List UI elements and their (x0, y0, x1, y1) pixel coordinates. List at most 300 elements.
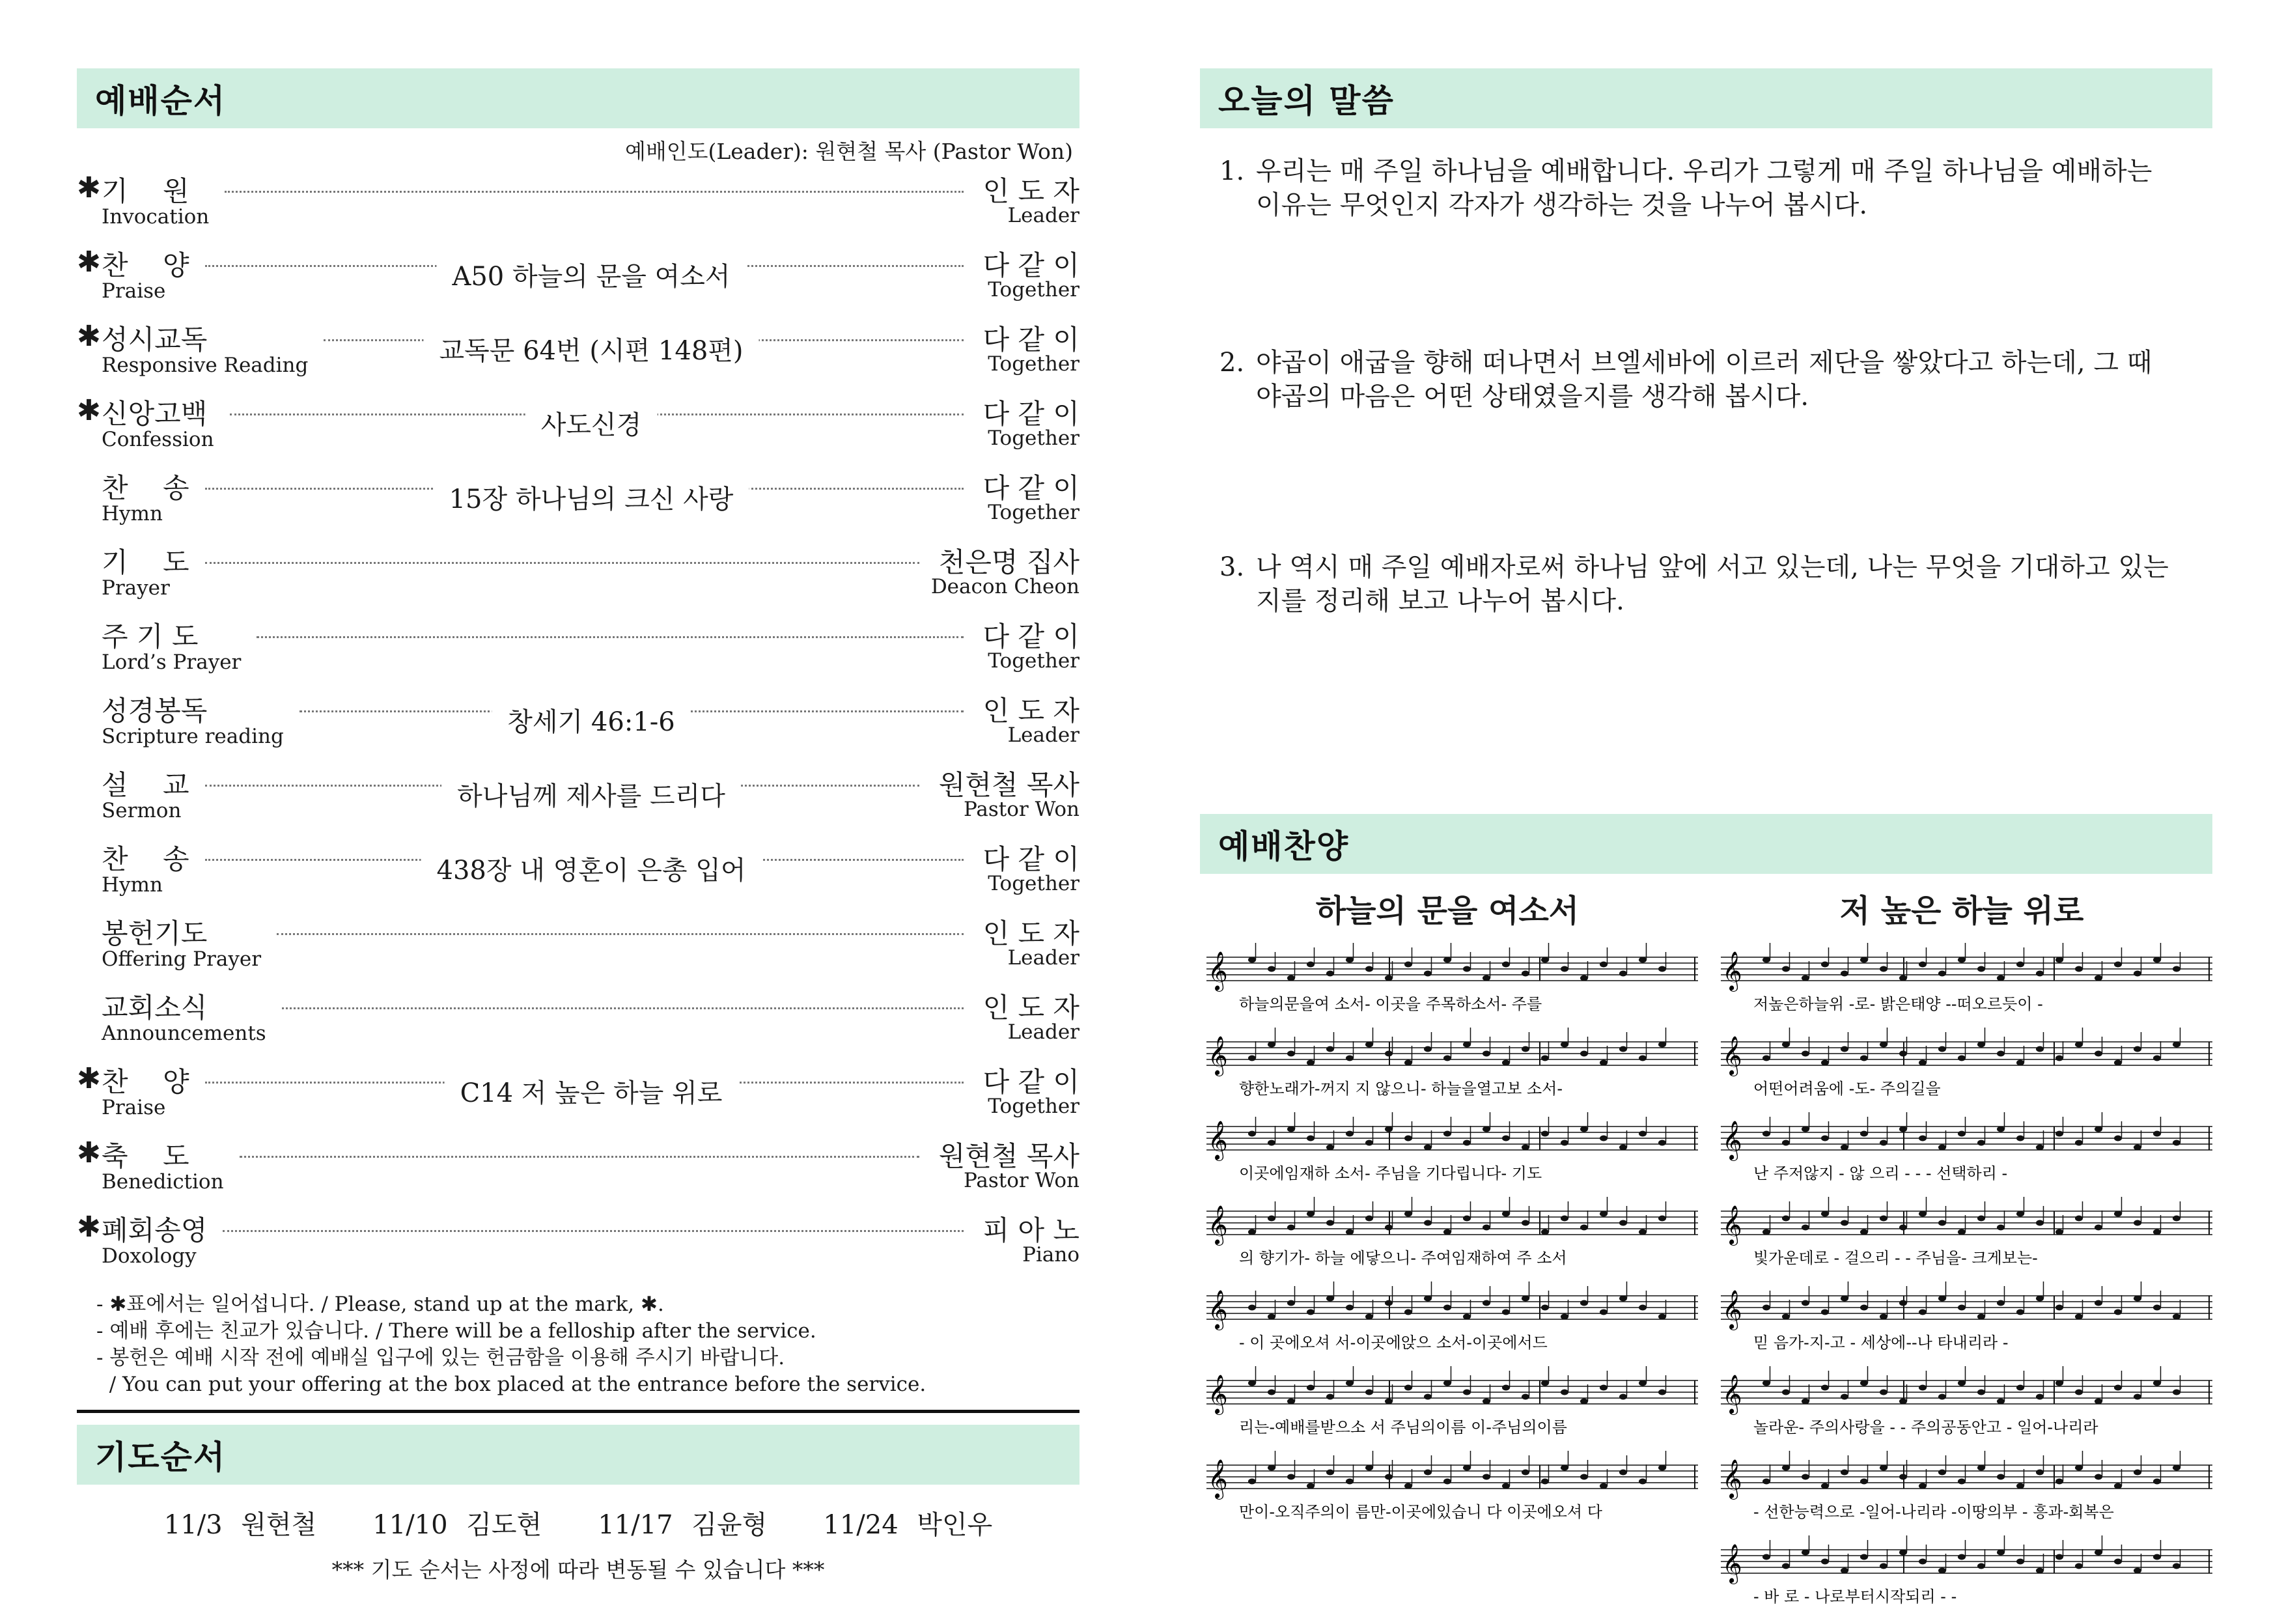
song1-title: 하늘의 문을 여소서 (1315, 893, 1580, 929)
note-head (2153, 1380, 2161, 1386)
stand-mark: ✱ (77, 245, 101, 279)
note-head (1561, 1140, 1568, 1146)
note-head (1346, 1380, 1354, 1386)
order-item-person: 천은명 집사 (938, 546, 1079, 578)
order-row (77, 462, 1079, 536)
note-head (2016, 1211, 2024, 1217)
note-head (2016, 1559, 2024, 1565)
note-head (1802, 1051, 1809, 1057)
note-head (1268, 966, 1275, 972)
note-head (1541, 1479, 1549, 1485)
note-head (2036, 1145, 2044, 1151)
note-head (1346, 957, 1354, 963)
note-head (1443, 1056, 1451, 1061)
note-head (2055, 957, 2063, 963)
note-head (1619, 1470, 1627, 1476)
note-head (1502, 1136, 1510, 1141)
note-head (1424, 1394, 1432, 1400)
note-head (1463, 966, 1471, 972)
note-head (1821, 962, 1829, 968)
note-head (1782, 1042, 1790, 1048)
note-head (1268, 1390, 1275, 1395)
note-head (2036, 971, 2044, 977)
note-head (2055, 1380, 2063, 1386)
lyric-line: - 이 곳에오셔 서-이곳에앉으 소서-이곳에서드 (1239, 1334, 1548, 1352)
note-head (1502, 1060, 1510, 1066)
note-head (1860, 1554, 1868, 1560)
note-head (1600, 1211, 1608, 1217)
staff-system (1206, 1028, 1698, 1098)
note-head (2134, 1296, 2141, 1302)
note-head (1619, 1046, 1627, 1052)
note-head (1522, 1296, 1529, 1302)
note-head (1404, 1309, 1412, 1315)
order-row (77, 610, 1079, 684)
note-head (1619, 1220, 1627, 1226)
stand-mark: ✱ (77, 171, 101, 204)
note-head (1639, 1479, 1647, 1485)
order-item-en: Responsive Reading (102, 354, 309, 377)
note-head (1307, 962, 1315, 968)
note-head (1658, 1216, 1666, 1222)
note-head (1522, 1145, 1529, 1151)
note-head (1841, 971, 1848, 977)
note-head (1326, 1394, 1334, 1400)
note-head (1463, 1216, 1471, 1222)
note-head (1880, 1314, 1887, 1320)
note-head (2036, 1046, 2044, 1052)
note-head (1821, 1136, 1829, 1141)
note-head (1802, 975, 1809, 981)
note-head (1782, 1465, 1790, 1471)
prayer-order-header: 기도순서 (77, 1425, 1079, 1485)
order-item-person: 인 도 자 (982, 695, 1079, 727)
note-head (1522, 1394, 1529, 1400)
note-head (1268, 1042, 1275, 1048)
order-item-person-en: Together (988, 872, 1079, 895)
order-item-person-en: Together (988, 352, 1079, 376)
note-head (1522, 1046, 1529, 1052)
note-head (1977, 1314, 1985, 1320)
note-head (1307, 1060, 1315, 1066)
note-head (1658, 1465, 1666, 1471)
note-head (1287, 1127, 1295, 1132)
note-head (1307, 1385, 1315, 1391)
question-text: 야곱이 애굽을 향해 떠나면서 브엘세바에 이르러 제단을 쌓았다고 하는데, 그 때 (1256, 348, 2152, 378)
note-head (1919, 1309, 1927, 1315)
order-item-person: 다 같 이 (982, 472, 1079, 504)
note-head (1782, 1390, 1790, 1395)
note-head (2016, 1385, 2024, 1391)
treble-clef-icon: 𝄞 (1722, 1290, 1742, 1329)
section-divider (77, 1410, 1079, 1413)
note-head (2134, 1220, 2141, 1226)
note-head (2095, 1051, 2102, 1057)
order-row (77, 833, 1079, 907)
note-head (2153, 957, 2161, 963)
question-text-cont: 지를 정리해 보고 나누어 봅시다. (1256, 586, 1624, 616)
note-head (1463, 1314, 1471, 1320)
order-item-person: 다 같 이 (982, 1066, 1079, 1098)
order-item-ko: 성시교독 (102, 324, 208, 356)
note-head (2134, 1046, 2141, 1052)
order-row (77, 165, 1079, 239)
note-head (1541, 1131, 1549, 1137)
order-item-person: 다 같 이 (982, 398, 1079, 430)
note-head (1483, 1127, 1490, 1132)
note-head (1802, 1127, 1809, 1132)
order-item-en: Scripture reading (102, 725, 284, 748)
note-head (1326, 1296, 1334, 1302)
staff-system (1206, 1197, 1698, 1267)
order-item-detail: A50 하늘의 문을 여소서 (436, 256, 745, 293)
note-head (1782, 1563, 1790, 1569)
note-head (1424, 1145, 1432, 1151)
note-head (1841, 1470, 1848, 1476)
question-1 (1219, 154, 2212, 222)
note-head (1919, 1136, 1927, 1141)
note-head (1502, 1385, 1510, 1391)
order-item-ko: 주 기 도 (102, 621, 199, 652)
question-number: 3. (1219, 552, 1245, 582)
note-head (2075, 1563, 2083, 1569)
order-item-person-en: Together (988, 649, 1079, 673)
note-head (2055, 1305, 2063, 1311)
note-head (1841, 1394, 1848, 1400)
note-head (1802, 1474, 1809, 1480)
note-head (2075, 1390, 2083, 1395)
order-item-en: Hymn (102, 873, 163, 897)
note-head (1938, 1046, 1946, 1052)
order-item-en: Prayer (102, 576, 170, 600)
note-head (1404, 1385, 1412, 1391)
note-head (1365, 1042, 1373, 1048)
note-head (2095, 1474, 2102, 1480)
note-head (1880, 1216, 1887, 1222)
note-head (1365, 966, 1373, 972)
note-head (2036, 1296, 2044, 1302)
lyric-line: 만이-오직주의이 름만-이곳에있습니 다 이곳에오셔 다 (1239, 1503, 1602, 1521)
note-head (1424, 1046, 1432, 1052)
song2-title: 저 높은 하늘 위로 (1839, 893, 2084, 929)
order-item-person-en: Together (988, 278, 1079, 301)
note-head (2036, 1220, 2044, 1226)
note-head (1268, 1465, 1275, 1471)
note-head (2055, 1056, 2063, 1061)
right-column (1200, 0, 2212, 1606)
order-item-person-en: Together (988, 501, 1079, 524)
note-head (2055, 1554, 2063, 1560)
treble-clef-icon: 𝄞 (1208, 951, 1228, 990)
question-number: 2. (1219, 348, 1245, 378)
lyric-line: 의 향기가- 하늘 에닿으니- 주여임재하여 주 소서 (1239, 1249, 1567, 1267)
dot-leader (277, 933, 964, 935)
note-head (1443, 957, 1451, 963)
note-head (1919, 1483, 1927, 1489)
note-head (1821, 1559, 1829, 1565)
order-row (77, 981, 1079, 1056)
treble-clef-icon: 𝄞 (1208, 1205, 1228, 1244)
note-head (1346, 1479, 1354, 1485)
note-head (2134, 1568, 2141, 1574)
note-head (1561, 1390, 1568, 1395)
note-head (1821, 1385, 1829, 1391)
note-head (1268, 1314, 1275, 1320)
treble-clef-icon: 𝄞 (1208, 1121, 1228, 1160)
note-head (1580, 1051, 1588, 1057)
note-head (1443, 1229, 1451, 1235)
note-head (1762, 1380, 1770, 1386)
lyric-line: 빛가운데로 - 걸으리 - - 주님을- 크게보는- (1753, 1249, 2038, 1267)
note-line: - 예배 후에는 친교가 있습니다. / There will be a felloship after the service. (96, 1319, 816, 1343)
note-head (1821, 1211, 1829, 1217)
note-head (2114, 1060, 2122, 1066)
note-head (2153, 1131, 2161, 1137)
note-head (1346, 1056, 1354, 1061)
note-head (1860, 1380, 1868, 1386)
note-head (1561, 1314, 1568, 1320)
note-head (2114, 962, 2122, 968)
note-head (1483, 1474, 1490, 1480)
note-head (1541, 1229, 1549, 1235)
note-head (2114, 1211, 2122, 1217)
note-head (1619, 1145, 1627, 1151)
note-head (1307, 1136, 1315, 1141)
note-head (1541, 1056, 1549, 1061)
note-head (2114, 1483, 2122, 1489)
note-head (1977, 1042, 1985, 1048)
note-head (2173, 1140, 2180, 1146)
treble-clef-icon: 𝄞 (1208, 1459, 1228, 1498)
note-head (1443, 1305, 1451, 1311)
note-head (1307, 1211, 1315, 1217)
worship-leader-line: 예배인도(Leader): 원현철 목사 (Pastor Won) (624, 139, 1073, 164)
note-head (1483, 1399, 1490, 1405)
note-head (1287, 1399, 1295, 1405)
note-head (1997, 1127, 2005, 1132)
question-number: 1. (1219, 156, 1245, 186)
note-head (1619, 1296, 1627, 1302)
note-head (1365, 1390, 1373, 1395)
note-head (2153, 1056, 2161, 1061)
treble-clef-icon: 𝄞 (1208, 1375, 1228, 1414)
note-head (1958, 1305, 1966, 1311)
music-staff-svg (1714, 938, 2216, 1621)
order-row (77, 907, 1079, 981)
order-item-ko: 기 도 (102, 546, 189, 578)
order-item-en: Praise (102, 1096, 166, 1119)
order-row (77, 759, 1079, 833)
note-head (1958, 1380, 1966, 1386)
note-head (1958, 1229, 1966, 1235)
note-head (1443, 1479, 1451, 1485)
note-head (1860, 957, 1868, 963)
note-head (1841, 1046, 1848, 1052)
note-head (1404, 1136, 1412, 1141)
note-head (1541, 957, 1549, 963)
note-head (1938, 1568, 1946, 1574)
lyric-line: 향한노래가-꺼지 지 않으니- 하늘을열고보 소서- (1239, 1080, 1563, 1098)
order-item-person-en: Pastor Won (963, 798, 1079, 821)
question-text: 나 역시 매 주일 예배자로써 하나님 앞에 서고 있는데, 나는 무엇을 기대하고 있는 (1256, 552, 2169, 582)
note-head (1958, 1131, 1966, 1137)
note-head (2016, 1060, 2024, 1066)
note-head (1619, 971, 1627, 977)
note-head (1802, 1399, 1809, 1405)
note-head (1997, 1300, 2005, 1306)
note-head (2075, 1140, 2083, 1146)
note-head (2095, 1399, 2102, 1405)
order-item-ko: 찬 양 (102, 1066, 189, 1098)
note-head (1997, 1474, 2005, 1480)
note-head (1346, 1305, 1354, 1311)
note-head (1938, 1470, 1946, 1476)
note-head (2173, 1465, 2180, 1471)
lyric-line: 난 주저않지 - 않 으리 - - - 선택하리 - (1753, 1164, 2008, 1183)
note-head (1424, 1296, 1432, 1302)
note-head (1600, 1136, 1608, 1141)
note-head (1541, 1305, 1549, 1311)
note-head (2016, 1136, 2024, 1141)
lyric-line: 어떤어려움에 -도- 주의길을 (1753, 1080, 1941, 1098)
note-head (1600, 962, 1608, 968)
note-head (1880, 1390, 1887, 1395)
note-head (1580, 1300, 1588, 1306)
note-head (1287, 1300, 1295, 1306)
stand-mark: ✱ (77, 394, 101, 427)
note-head (2036, 1394, 2044, 1400)
note-head (1977, 1390, 1985, 1395)
order-item-ko: 찬 송 (102, 472, 189, 504)
note-head (1821, 1309, 1829, 1315)
note-head (1841, 1296, 1848, 1302)
left-column (77, 0, 1079, 1584)
staff-system (1721, 1281, 2212, 1352)
note-head (2134, 1394, 2141, 1400)
note-head (2075, 1042, 2083, 1048)
note-head (1365, 1465, 1373, 1471)
order-row (77, 1056, 1079, 1130)
note-head (1958, 1056, 1966, 1061)
note-head (1248, 1229, 1256, 1235)
order-item-detail: 사도신경 (525, 404, 658, 441)
question-2 (1219, 346, 2212, 413)
order-row (77, 536, 1079, 610)
note-head (1424, 971, 1432, 977)
note-head (2114, 1385, 2122, 1391)
note-head (1997, 1225, 2005, 1231)
note-head (1404, 1060, 1412, 1066)
note-head (1938, 1394, 1946, 1400)
note-head (1326, 1470, 1334, 1476)
note-head (1600, 1483, 1608, 1489)
staff-system (1721, 1112, 2212, 1183)
dot-leader (223, 1230, 964, 1232)
dot-leader (240, 1156, 919, 1158)
note-head (1762, 1554, 1770, 1560)
staff-system (1721, 1535, 2212, 1606)
note-head (1483, 1225, 1490, 1231)
note-head (2095, 1127, 2102, 1132)
note-head (1762, 1479, 1770, 1485)
order-item-ko: 폐회송영 (102, 1214, 208, 1246)
order-row (77, 1204, 1079, 1278)
staff-system (1206, 1112, 1698, 1183)
note-head (1443, 1131, 1451, 1137)
lyric-line: 믿 음가-지-고 - 세상에--나 타내리라 - (1753, 1334, 2009, 1352)
note-head (1580, 1225, 1588, 1231)
note-head (2173, 1042, 2180, 1048)
question-text: 우리는 매 주일 하나님을 예배합니다. 우리가 그렇게 매 주일 하나님을 예배하는 (1256, 156, 2152, 186)
note-head (1483, 1300, 1490, 1306)
note-head (1860, 1056, 1868, 1061)
note-head (1326, 1220, 1334, 1226)
note-head (2114, 1309, 2122, 1315)
note-head (1307, 1483, 1315, 1489)
note-head (1522, 1220, 1529, 1226)
question-text-cont: 이유는 무엇인지 각자가 생각하는 것을 나누어 봅시다. (1256, 190, 1868, 220)
note-head (1248, 957, 1256, 963)
note-head (1502, 962, 1510, 968)
order-item-en: Confession (102, 428, 214, 451)
stand-mark: ✱ (77, 1136, 101, 1169)
treble-clef-icon: 𝄞 (1722, 1544, 1742, 1583)
staff-system (1206, 1366, 1698, 1436)
note-head (1762, 1305, 1770, 1311)
note-head (1658, 966, 1666, 972)
note-head (1424, 1220, 1432, 1226)
note-head (1365, 1216, 1373, 1222)
note-line: - 봉헌은 예배 시작 전에 예배실 입구에 있는 헌금함을 이용해 주시기 바랍니다. (96, 1346, 785, 1369)
order-item-en: Offering Prayer (102, 947, 262, 971)
note-head (1977, 1563, 1985, 1569)
worship-songs-header: 예배찬양 (1200, 814, 2212, 874)
note-head (1580, 975, 1588, 981)
dot-leader (257, 636, 964, 638)
order-item-detail: 438장 내 영혼이 은총 입어 (421, 850, 762, 887)
note-head (1802, 1225, 1809, 1231)
note-head (1938, 971, 1946, 977)
note-head (1658, 1042, 1666, 1048)
note-head (1880, 1563, 1887, 1569)
staff-system (1721, 1197, 2212, 1267)
note-head (1561, 1042, 1568, 1048)
note-head (2036, 1568, 2044, 1574)
note-head (2095, 1300, 2102, 1306)
todays-word-header: 오늘의 말씀 (1200, 68, 2212, 128)
note-head (1997, 1399, 2005, 1405)
note-head (1404, 1483, 1412, 1489)
order-item-person-en: Together (988, 1095, 1079, 1118)
order-item-ko: 신앙고백 (102, 398, 208, 430)
stand-mark: ✱ (77, 1062, 101, 1095)
note-head (1977, 1140, 1985, 1146)
note-head (2075, 1465, 2083, 1471)
note-head (1502, 1483, 1510, 1489)
note-head (1600, 1309, 1608, 1315)
note-head (1326, 1145, 1334, 1151)
question-3 (1219, 550, 2212, 618)
note-head (1307, 1309, 1315, 1315)
order-item-en: Doxology (102, 1244, 197, 1268)
note-line: / You can put your offering at the box placed at the entrance before the service. (96, 1373, 926, 1396)
note-head (1443, 1380, 1451, 1386)
note-head (1762, 1131, 1770, 1137)
dot-leader (225, 191, 964, 193)
note-head (1287, 975, 1295, 981)
order-item-person: 다 같 이 (982, 324, 1079, 356)
note-head (2173, 1216, 2180, 1222)
